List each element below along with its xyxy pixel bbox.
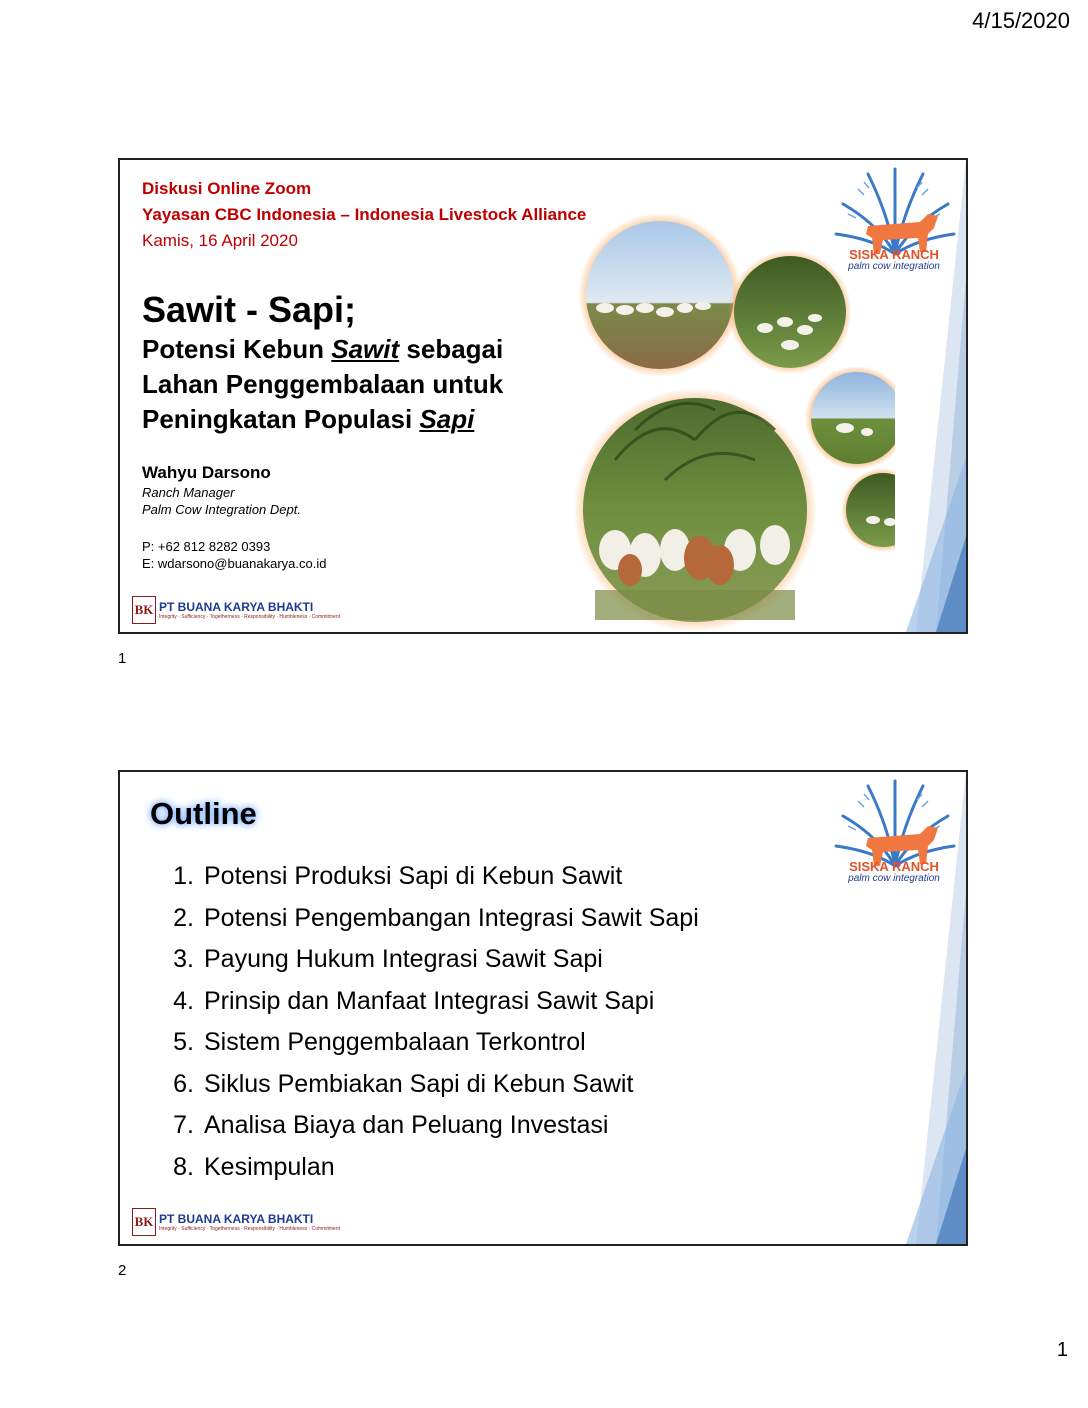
organizer: Yayasan CBC Indonesia – Indonesia Livestock Alliance [142, 205, 587, 224]
author-block [142, 462, 301, 518]
outline-title: Outline [150, 796, 257, 831]
slide-number: 1 [118, 650, 127, 667]
slide-title: Sawit - Sapi; [142, 289, 357, 330]
item-text: Sistem Penggembalaan Terkontrol [204, 1028, 586, 1056]
subtitle-emphasis-sapi: Sapi [419, 404, 475, 434]
outline-item [158, 981, 699, 1023]
outline-item [158, 1105, 699, 1147]
subtitle-text: Lahan Penggembalaan untuk [142, 369, 504, 399]
item-number: 1. [173, 862, 194, 890]
outline-list [158, 856, 699, 1188]
slide-1 [118, 158, 968, 634]
subtitle-text: Peningkatan Populasi [142, 404, 420, 434]
outline-item [158, 1064, 699, 1106]
print-date: 4/15/2020 [972, 8, 1070, 33]
item-number: 6. [173, 1069, 194, 1098]
siska-ranch-wordmark [844, 860, 944, 885]
item-text: Kesimpulan [204, 1152, 335, 1181]
author-dept: Palm Cow Integration Dept. [142, 502, 301, 517]
company-mark-icon: BK [132, 596, 156, 624]
page-number: 1 [1056, 1339, 1068, 1361]
item-text: Analisa Biaya dan Peluang Investasi [204, 1111, 609, 1139]
item-number: 5. [173, 1028, 194, 1056]
contact-block [142, 538, 326, 572]
slide-2 [118, 770, 968, 1246]
subtitle-emphasis-sawit: Sawit [331, 334, 400, 364]
outline-item [158, 856, 699, 898]
item-number: 8. [173, 1152, 194, 1181]
item-number: 4. [173, 986, 194, 1015]
slide-subtitle [142, 332, 582, 437]
slide-header [142, 176, 586, 254]
siska-ranch-wordmark [844, 248, 944, 273]
item-text: Siklus Pembiakan Sapi di Kebun Sawit [204, 1069, 634, 1098]
item-text: Potensi Pengembangan Integrasi Sawit Sapi [204, 903, 699, 932]
company-name: PT BUANA KARYA BHAKTI [159, 599, 314, 614]
author-email: E: wdarsono@buanakarya.co.id [142, 556, 327, 571]
ranch-name: SISKA RANCH [849, 859, 939, 874]
item-text: Prinsip dan Manfaat Integrasi Sawit Sapi [204, 986, 655, 1015]
company-tagline: Integrity · Sufficiency · Togetherness · Responsibility · Humbleness · Commitment [159, 1225, 340, 1232]
event-name: Diskusi Online Zoom [142, 179, 312, 198]
item-text: Payung Hukum Integrasi Sawit Sapi [204, 945, 603, 973]
company-name: PT BUANA KARYA BHAKTI [159, 1211, 314, 1226]
outline-item [158, 939, 699, 981]
author-phone: P: +62 812 8282 0393 [142, 539, 271, 554]
subtitle-text: sebagai [399, 334, 504, 364]
company-logo [132, 596, 340, 624]
subtitle-text: Potensi Kebun [142, 334, 332, 364]
item-number: 3. [173, 945, 194, 973]
outline-item [158, 1147, 699, 1189]
author-name: Wahyu Darsono [142, 463, 271, 482]
item-number: 7. [173, 1111, 194, 1139]
item-number: 2. [173, 903, 194, 932]
item-text: Potensi Produksi Sapi di Kebun Sawit [204, 862, 623, 890]
event-date: Kamis, 16 April 2020 [142, 231, 298, 250]
ranch-tagline: palm cow integration [848, 873, 940, 884]
ranch-name: SISKA RANCH [849, 247, 939, 262]
company-tagline: Integrity · Sufficiency · Togetherness · Responsibility · Humbleness · Commitment [159, 613, 340, 620]
company-logo [132, 1208, 340, 1236]
outline-item [158, 1022, 699, 1064]
slide-number: 2 [118, 1262, 127, 1279]
author-role: Ranch Manager [142, 485, 235, 500]
slide-title-block [142, 288, 582, 437]
ranch-tagline: palm cow integration [848, 261, 940, 272]
outline-item [158, 898, 699, 940]
company-mark-icon: BK [132, 1208, 156, 1236]
